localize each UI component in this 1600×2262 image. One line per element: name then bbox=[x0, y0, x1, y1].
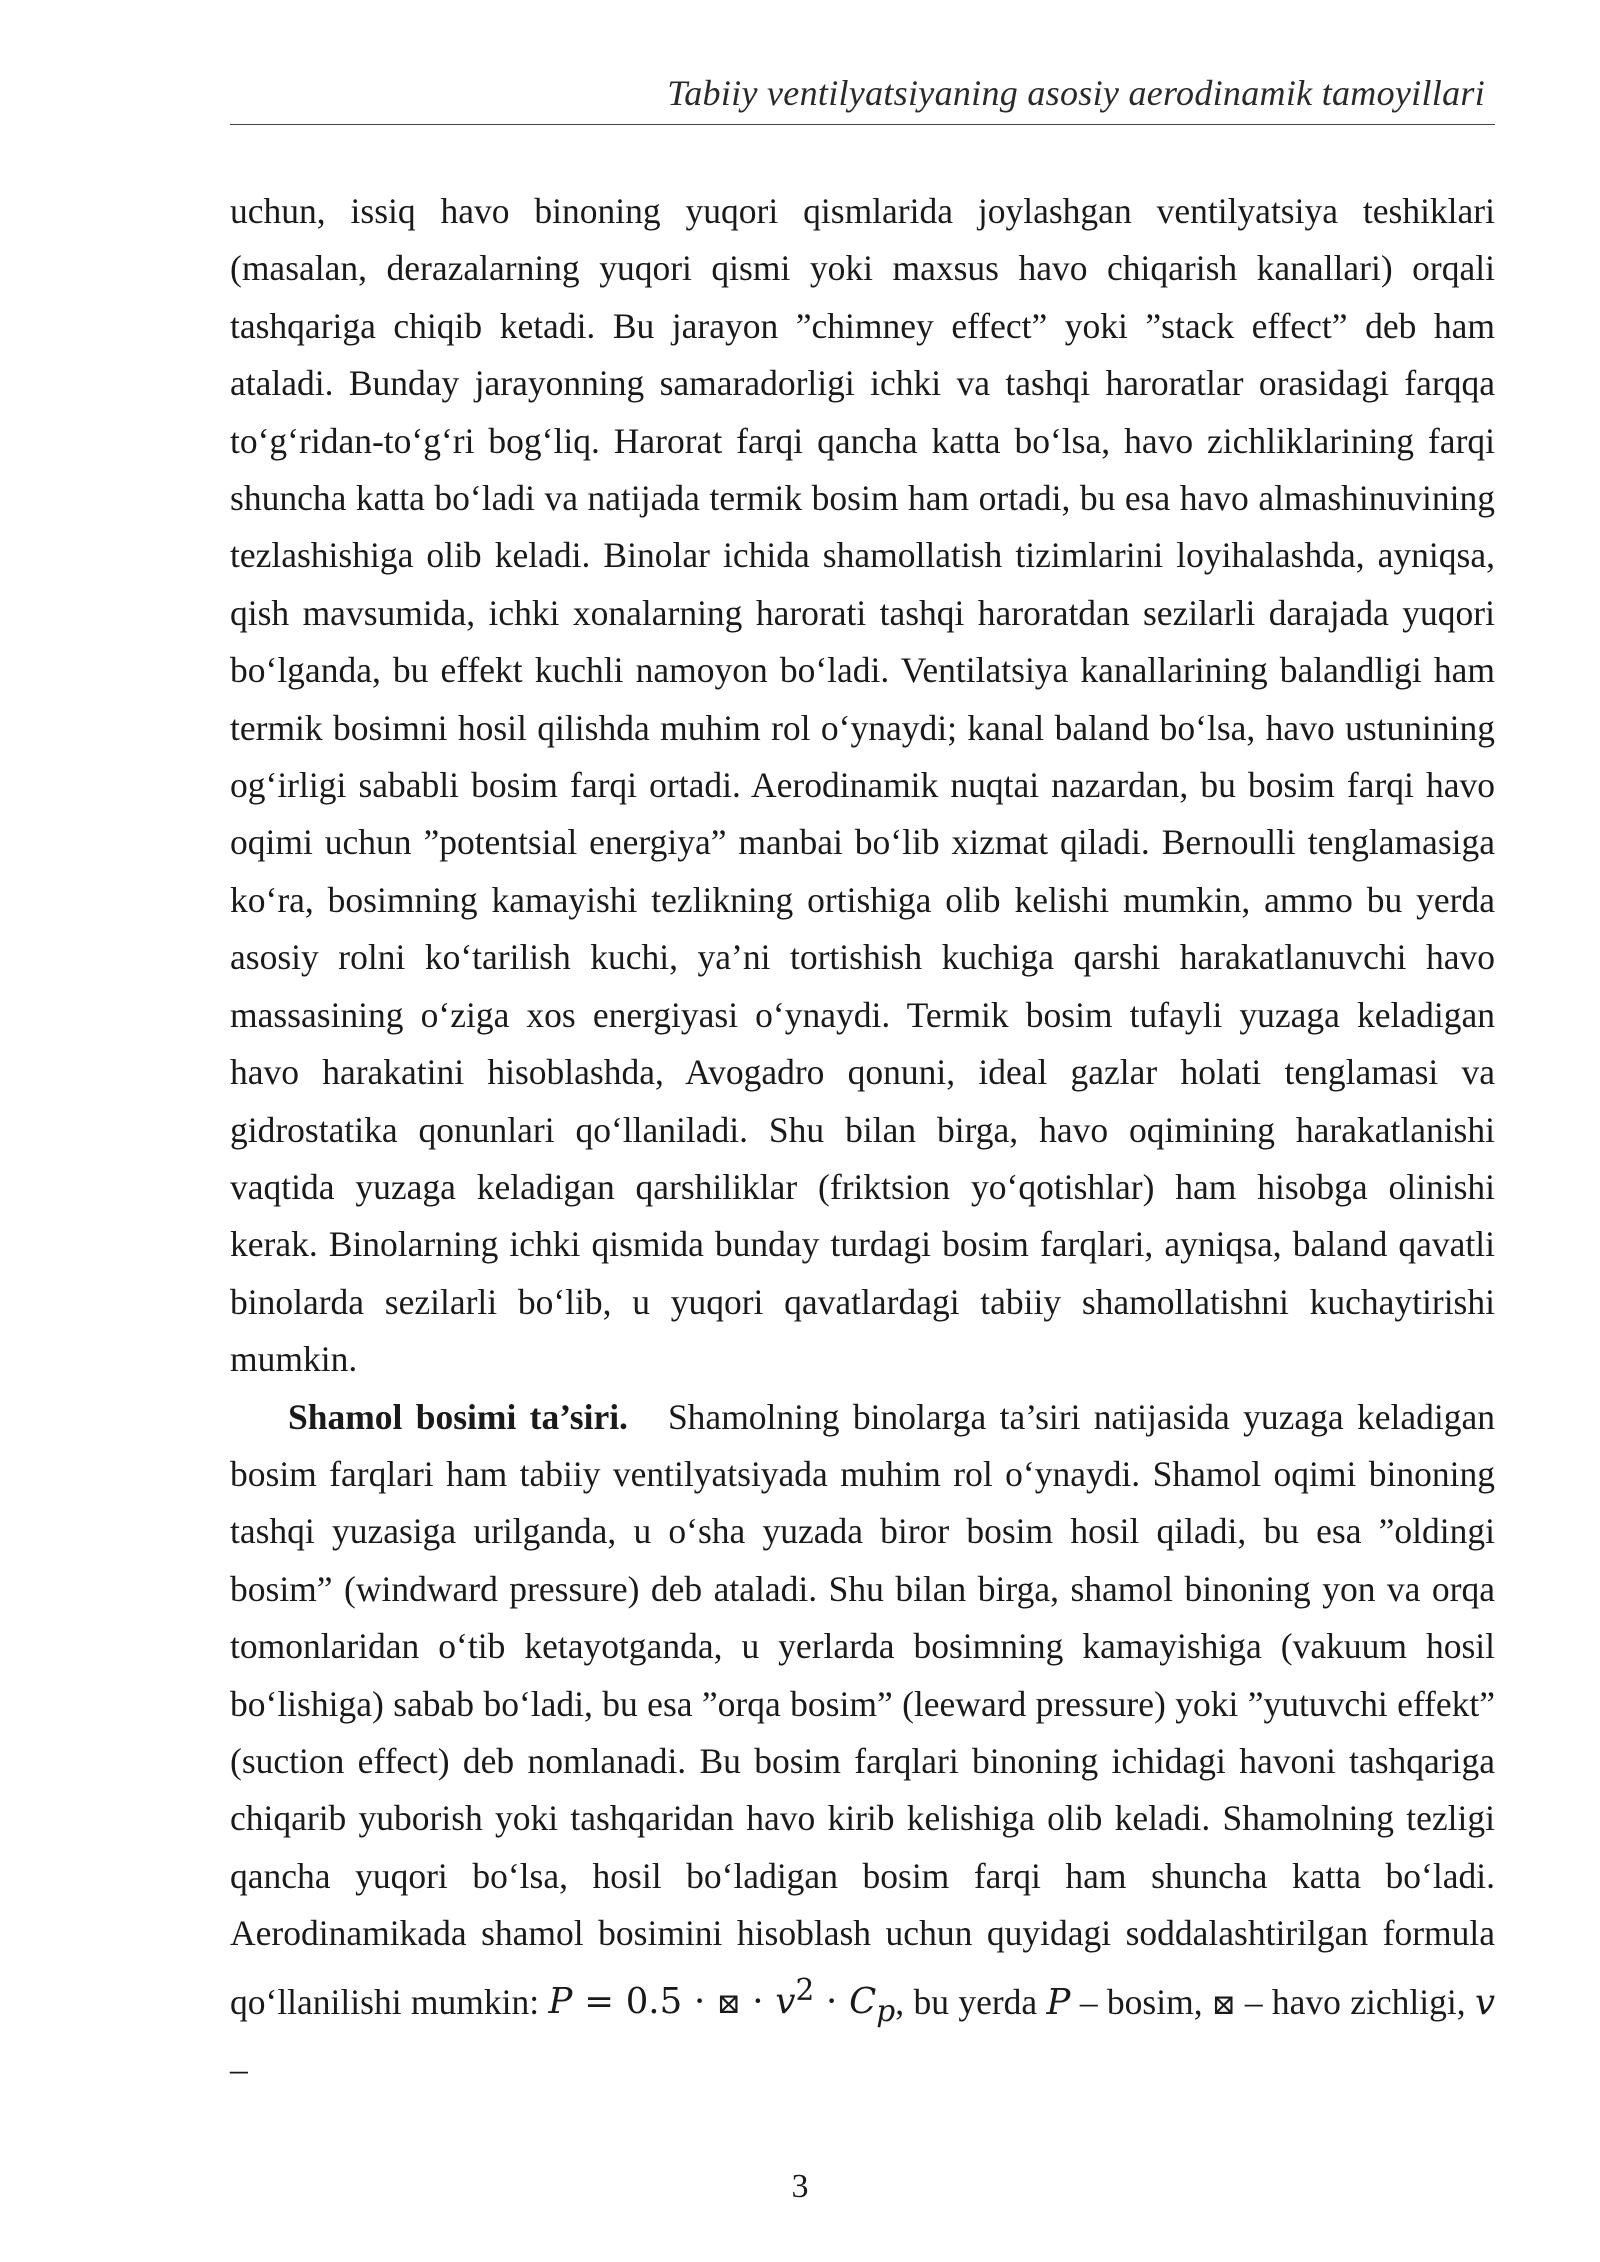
running-header bbox=[230, 68, 1495, 125]
header-title: Tabiiy ventilyatsiyaning asosiy aerodinamik tamoyillari bbox=[667, 73, 1485, 113]
paragraph-wind-pressure: Shamol bosimi ta’siri. Shamolning binolarga ta’siri natijasida yuzaga keladigan bosim farqlari ham tabiiy ventilyatsiyada muhim rol o‘ynaydi. Shamol oqimi binoning tashqi yuzasiga urilganda, u o‘sha yuzada biror bosim hosil qiladi, bu esa ”oldingi bosim” (windward pressure) deb ataladi. Shu bilan birga, shamol binoning yon va orqa tomonlaridan o‘tib ketayotganda, u yerlarda bosimning kamayishiga (vakuum hosil bo‘lishiga) sabab bo‘ladi, bu esa ”orqa bosim” (leeward pressure) yoki ”yutuvchi effekt” (suction effect) deb nomlanadi. Bu bosim farqlari binoning ichidagi havoni tashqariga chiqarib yuborish yoki tashqaridan havo kirib kelishiga olib keladi. Shamolning tezligi qancha yuqori bo‘lsa, hosil bo‘ladigan bosim farqi ham shuncha katta bo‘ladi. Aerodinamikada shamol bosimini hisoblash uchun quyidagi soddalashtirilgan formula qo‘llanilishi mumkin: P = 0.5 · ⊠ · $v^2 \cdot C_p$, bu yerda P – bosim, ⊠ – havo zichligi, v – bbox=[230, 1396, 1496, 2089]
body-text bbox=[230, 183, 1495, 2098]
page-number: 3 bbox=[791, 2168, 809, 2205]
section-run-in-heading: Shamol bosimi ta’siri. bbox=[288, 1396, 628, 1437]
wind-pressure-formula: P = 0.5 · ⊠ · $v^2 \cdot C_p$ bbox=[548, 1973, 896, 2029]
paragraph-thermal-pressure: uchun, issiq havo binoning yuqori qismlarida joylashgan ventilyatsiya teshiklari (masalan, derazalarning yuqori qismi yoki maxsus havo chiqarish kanallari) orqali tashqariga chiqib ketadi. Bu jarayon ”chimney effect” yoki ”stack effect” deb ham ataladi. Bunday jarayonning samaradorligi ichki va tashqi haroratlar orasidagi farqqa to‘g‘ridan-to‘g‘ri bog‘liq. Harorat farqi qancha katta bo‘lsa, havo zichliklarining farqi shuncha katta bo‘ladi va natijada termik bosim ham ortadi, bu esa havo almashinuvining tezlashishiga olib keladi. Binolar ichida shamollatish tizimlarini loyihalashda, ayniqsa, qish mavsumida, ichki xonalarning harorati tashqi haroratdan sezilarli darajada yuqori bo‘lganda, bu effekt kuchli namoyon bo‘ladi. Ventilatsiya kanallarining balandligi ham termik bosimni hosil qilishda muhim rol o‘ynaydi; kanal baland bo‘lsa, havo ustunining og‘irligi sababli bosim farqi ortadi. Aerodinamik nuqtai nazardan, bu bosim farqi havo oqimi uchun ”potentsial energiya” manbai bo‘lib xizmat qiladi. Bernoulli tenglamasiga ko‘ra, bosimning kamayishi tezlikning ortishiga olib kelishi mumkin, ammo bu yerda asosiy rolni ko‘tarilish kuchi, ya’ni tortishish kuchiga qarshi harakatlanuvchi havo massasining o‘ziga xos energiyasi o‘ynaydi. Termik bosim tufayli yuzaga keladigan havo harakatini hisoblashda, Avogadro qonuni, ideal gazlar holati tenglamasi va gidrostatika qonunlari qo‘llaniladi. Shu bilan birga, havo oqimining harakatlanishi vaqtida yuzaga keladigan qarshiliklar (friktsion yo‘qotishlar) ham hisobga olinishi kerak. Binolarning ichki qismida bunday turdagi bosim farqlari, ayniqsa, baland qavatli binolarda sezilarli bo‘lib, u yuqori qavatlardagi tabiiy shamollatishni kuchaytirishi mumkin. bbox=[230, 191, 1495, 1380]
paragraph-wind-text: Shamolning binolarga ta’siri natijasida yuzaga keladigan bosim farqlari ham tabiiy ventilyatsiyada muhim rol o‘ynaydi. Shamol oqimi binoning tashqi yuzasiga urilganda, u o‘sha yuzada biror bosim hosil qiladi, bu esa ”oldingi bosim” (windward pressure) deb ataladi. Shu bilan birga, shamol binoning yon va orqa tomonlaridan o‘tib ketayotganda, u yerlarda bosimning kamayishiga (vakuum hosil bo‘lishiga) sabab bo‘ladi, bu esa ”orqa bosim” (leeward pressure) yoki ”yutuvchi effekt” (suction effect) deb nomlanadi. Bu bosim farqlari binoning ichidagi havoni tashqariga chiqarib yuborish yoki tashqaridan havo kirib kelishiga olib keladi. Shamolning tezligi qancha yuqori bo‘lsa, hosil bo‘ladigan bosim farqi ham shuncha katta bo‘ladi. Aerodinamikada shamol bosimini hisoblash uchun quyidagi soddalashtirilgan formula qo‘llanilishi mumkin: bbox=[230, 1396, 1495, 2022]
missing-glyph-rho-definition: ⊠ bbox=[1211, 1989, 1236, 2021]
missing-glyph-rho: ⊠ bbox=[717, 1987, 741, 2021]
